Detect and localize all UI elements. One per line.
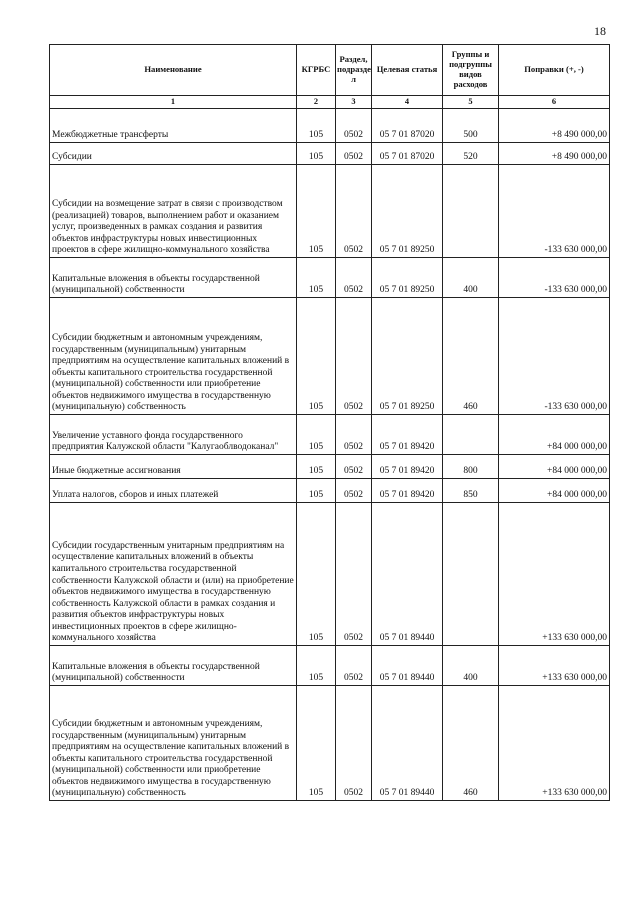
row-target: 05 7 01 87020 (372, 143, 443, 165)
row-target: 05 7 01 89440 (372, 503, 443, 646)
row-amount: +133 630 000,00 (499, 503, 610, 646)
row-group (443, 415, 499, 455)
row-group (443, 503, 499, 646)
row-amount: +133 630 000,00 (499, 646, 610, 686)
row-section: 0502 (336, 686, 372, 801)
column-number: 2 (297, 96, 336, 109)
row-group (443, 165, 499, 258)
row-name: Субсидии (50, 143, 297, 165)
column-number: 4 (372, 96, 443, 109)
row-group: 460 (443, 686, 499, 801)
row-amount: -133 630 000,00 (499, 298, 610, 415)
row-kgrbs: 105 (297, 455, 336, 479)
row-section: 0502 (336, 455, 372, 479)
row-section: 0502 (336, 503, 372, 646)
row-name: Иные бюджетные ассигнования (50, 455, 297, 479)
row-group: 400 (443, 646, 499, 686)
row-kgrbs: 105 (297, 143, 336, 165)
row-name: Субсидии на возмещение затрат в связи с производством (реализацией) товаров, выполнением работ и оказанием услуг, произведенных в рамках создания и развития объектов инфраструктуры новых инвестиционных проектов в сфере жилищно-коммунального хозяйства (50, 165, 297, 258)
row-target: 05 7 01 89420 (372, 479, 443, 503)
table-row (50, 646, 610, 686)
row-kgrbs: 105 (297, 109, 336, 143)
header-expense-groups: Группы и подгруппы видов расходов (443, 45, 499, 96)
table-row (50, 686, 610, 801)
row-name: Уплата налогов, сборов и иных платежей (50, 479, 297, 503)
row-kgrbs: 105 (297, 686, 336, 801)
row-section: 0502 (336, 109, 372, 143)
row-kgrbs: 105 (297, 258, 336, 298)
row-target: 05 7 01 87020 (372, 109, 443, 143)
row-name: Субсидии государственным унитарным предприятиям на осуществление капитальных вложений в объекты капитального строительства государственной собственности Калужской области и (или) на приобретение объектов недвижимого имущества в государственную собственность Калужской области в рамках создания и развития объектов инфраструктуры новых инвестиционных проектов в сфере жилищно-коммунального хозяйства (50, 503, 297, 646)
header-amendments: Поправки (+, -) (499, 45, 610, 96)
table-row (50, 415, 610, 455)
column-number: 6 (499, 96, 610, 109)
column-number: 5 (443, 96, 499, 109)
row-target: 05 7 01 89250 (372, 165, 443, 258)
row-amount: +133 630 000,00 (499, 686, 610, 801)
row-name: Капитальные вложения в объекты государственной (муниципальной) собственности (50, 258, 297, 298)
header-row (50, 45, 610, 96)
table-row (50, 143, 610, 165)
row-group: 500 (443, 109, 499, 143)
header-section: Раздел, подразде л (336, 45, 372, 96)
row-group: 800 (443, 455, 499, 479)
row-amount: -133 630 000,00 (499, 258, 610, 298)
row-section: 0502 (336, 258, 372, 298)
column-number: 3 (336, 96, 372, 109)
row-kgrbs: 105 (297, 646, 336, 686)
budget-amendments-table (49, 44, 610, 801)
row-name: Субсидии бюджетным и автономным учреждениям, государственным (муниципальным) унитарным предприятиям на осуществление капитальных вложений в объекты капитального строительства государственной (муниципальной) собственности или приобретение объектов недвижимого имущества в государственную (муниципальную) собственность (50, 298, 297, 415)
header-target-article: Целевая статья (372, 45, 443, 96)
table-row (50, 165, 610, 258)
table-row (50, 455, 610, 479)
header-name: Наименование (50, 45, 297, 96)
row-kgrbs: 105 (297, 298, 336, 415)
row-name: Увеличение уставного фонда государственного предприятия Калужской области "Калугаоблводоканал" (50, 415, 297, 455)
row-name: Межбюджетные трансферты (50, 109, 297, 143)
row-amount: +8 490 000,00 (499, 109, 610, 143)
row-target: 05 7 01 89420 (372, 415, 443, 455)
column-number-row (50, 96, 610, 109)
page-number: 18 (594, 24, 606, 38)
row-kgrbs: 105 (297, 165, 336, 258)
row-kgrbs: 105 (297, 503, 336, 646)
row-amount: +84 000 000,00 (499, 455, 610, 479)
row-section: 0502 (336, 646, 372, 686)
row-section: 0502 (336, 143, 372, 165)
row-group: 850 (443, 479, 499, 503)
header-kgrbs: КГРБС (297, 45, 336, 96)
row-amount: -133 630 000,00 (499, 165, 610, 258)
column-number: 1 (50, 96, 297, 109)
table-row (50, 503, 610, 646)
row-amount: +84 000 000,00 (499, 479, 610, 503)
row-group: 400 (443, 258, 499, 298)
row-group: 460 (443, 298, 499, 415)
row-group: 520 (443, 143, 499, 165)
row-name: Субсидии бюджетным и автономным учреждениям, государственным (муниципальным) унитарным предприятиям на осуществление капитальных вложений в объекты капитального строительства государственной (муниципальной) собственности или приобретение объектов недвижимого имущества в государственную (муниципальную) собственность (50, 686, 297, 801)
row-section: 0502 (336, 479, 372, 503)
row-kgrbs: 105 (297, 479, 336, 503)
row-amount: +84 000 000,00 (499, 415, 610, 455)
table-row (50, 258, 610, 298)
row-section: 0502 (336, 415, 372, 455)
table-row (50, 298, 610, 415)
row-target: 05 7 01 89440 (372, 686, 443, 801)
row-section: 0502 (336, 298, 372, 415)
row-name: Капитальные вложения в объекты государственной (муниципальной) собственности (50, 646, 297, 686)
row-amount: +8 490 000,00 (499, 143, 610, 165)
row-target: 05 7 01 89250 (372, 298, 443, 415)
row-target: 05 7 01 89250 (372, 258, 443, 298)
row-kgrbs: 105 (297, 415, 336, 455)
row-target: 05 7 01 89420 (372, 455, 443, 479)
table-row (50, 109, 610, 143)
row-target: 05 7 01 89440 (372, 646, 443, 686)
row-section: 0502 (336, 165, 372, 258)
table-row (50, 479, 610, 503)
